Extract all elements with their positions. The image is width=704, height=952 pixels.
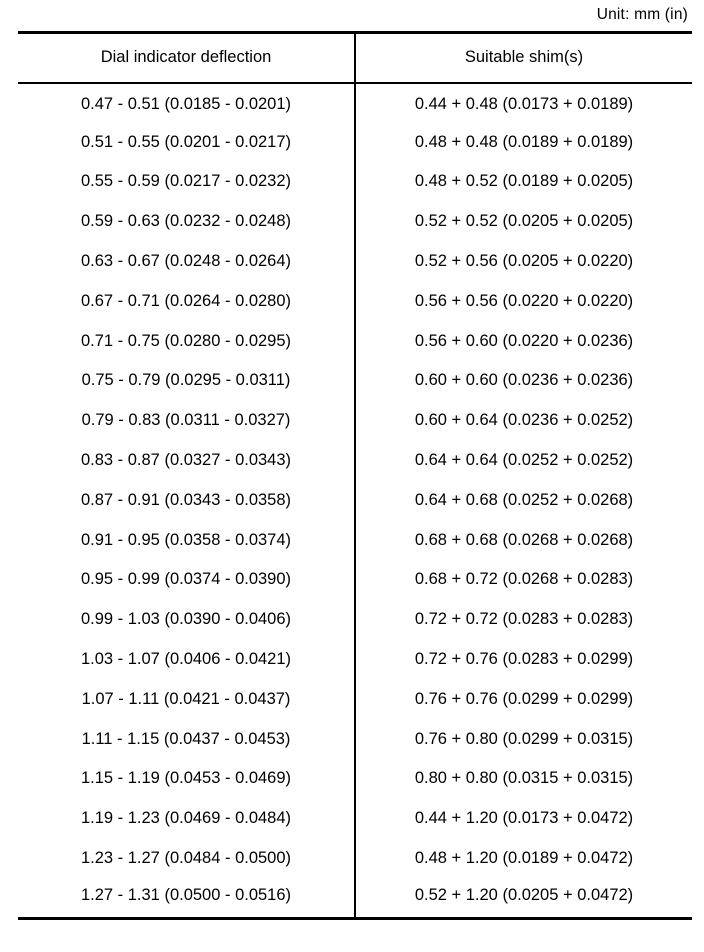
- table-row: [18, 759, 692, 799]
- shim-cell: 0.48 + 1.20 (0.0189 + 0.0472): [414, 849, 634, 868]
- deflection-cell: 0.83 - 0.87 (0.0327 - 0.0343): [18, 441, 355, 481]
- table-row: [18, 83, 692, 123]
- shim-cell: 0.80 + 0.80 (0.0315 + 0.0315): [414, 769, 634, 788]
- deflection-cell: 1.07 - 1.11 (0.0421 - 0.0437): [18, 679, 355, 719]
- shim-cell: 0.76 + 0.80 (0.0299 + 0.0315): [414, 729, 634, 748]
- shim-cell: 0.64 + 0.68 (0.0252 + 0.0268): [414, 490, 634, 509]
- deflection-cell: 1.23 - 1.27 (0.0484 - 0.0500): [18, 839, 355, 879]
- table-row: [18, 321, 692, 361]
- deflection-cell: 1.11 - 1.15 (0.0437 - 0.0453): [18, 719, 355, 759]
- shim-cell: 0.52 + 0.52 (0.0205 + 0.0205): [414, 212, 634, 231]
- table-body: [18, 83, 692, 919]
- table-row: [18, 441, 692, 481]
- deflection-cell: 0.87 - 0.91 (0.0343 - 0.0358): [18, 480, 355, 520]
- shim-cell: 0.72 + 0.72 (0.0283 + 0.0283): [414, 610, 634, 629]
- shim-cell: 0.76 + 0.76 (0.0299 + 0.0299): [414, 689, 634, 708]
- table-row: [18, 401, 692, 441]
- shim-cell: 0.56 + 0.56 (0.0220 + 0.0220): [414, 291, 634, 310]
- shim-cell: 0.68 + 0.68 (0.0268 + 0.0268): [414, 530, 634, 549]
- table-row: [18, 679, 692, 719]
- shim-cell: 0.44 + 1.20 (0.0173 + 0.0472): [414, 809, 634, 828]
- deflection-cell: 1.03 - 1.07 (0.0406 - 0.0421): [18, 640, 355, 680]
- deflection-cell: 1.15 - 1.19 (0.0453 - 0.0469): [18, 759, 355, 799]
- deflection-cell: 0.47 - 0.51 (0.0185 - 0.0201): [18, 83, 355, 123]
- shim-cell: 0.56 + 0.60 (0.0220 + 0.0236): [414, 331, 634, 350]
- table-row: [18, 480, 692, 520]
- shim-cell: 0.44 + 0.48 (0.0173 + 0.0189): [414, 95, 634, 114]
- table-row: [18, 122, 692, 162]
- deflection-cell: 0.75 - 0.79 (0.0295 - 0.0311): [18, 361, 355, 401]
- header-dial-indicator-deflection: Dial indicator deflection: [18, 33, 355, 83]
- shim-cell: 0.64 + 0.64 (0.0252 + 0.0252): [414, 451, 634, 470]
- deflection-cell: 0.79 - 0.83 (0.0311 - 0.0327): [18, 401, 355, 441]
- table-row: [18, 162, 692, 202]
- table-header-row: [18, 33, 692, 83]
- deflection-cell: 1.27 - 1.31 (0.0500 - 0.0516): [18, 878, 355, 918]
- deflection-cell: 0.91 - 0.95 (0.0358 - 0.0374): [18, 520, 355, 560]
- shim-cell: 0.52 + 0.56 (0.0205 + 0.0220): [414, 252, 634, 271]
- unit-label: Unit: mm (in): [596, 6, 688, 23]
- deflection-cell: 0.99 - 1.03 (0.0390 - 0.0406): [18, 600, 355, 640]
- deflection-cell: 0.55 - 0.59 (0.0217 - 0.0232): [18, 162, 355, 202]
- deflection-cell: 0.71 - 0.75 (0.0280 - 0.0295): [18, 321, 355, 361]
- shim-cell: 0.60 + 0.60 (0.0236 + 0.0236): [414, 371, 634, 390]
- table-row: [18, 600, 692, 640]
- shim-cell: 0.68 + 0.72 (0.0268 + 0.0283): [414, 570, 634, 589]
- shim-cell: 0.52 + 1.20 (0.0205 + 0.0472): [355, 878, 692, 918]
- table-row: [18, 242, 692, 282]
- header-suitable-shims: Suitable shim(s): [355, 33, 692, 83]
- table-row: [18, 719, 692, 759]
- table-row: [18, 640, 692, 680]
- deflection-cell: 0.67 - 0.71 (0.0264 - 0.0280): [18, 281, 355, 321]
- shim-cell: 0.60 + 0.64 (0.0236 + 0.0252): [414, 411, 634, 430]
- table-row: [18, 281, 692, 321]
- shim-cell: 0.72 + 0.76 (0.0283 + 0.0299): [414, 650, 634, 669]
- table-row: [18, 361, 692, 401]
- deflection-cell: 0.63 - 0.67 (0.0248 - 0.0264): [18, 242, 355, 282]
- table-row: [18, 520, 692, 560]
- table-row: [18, 839, 692, 879]
- table-row: [18, 878, 692, 918]
- table-row: [18, 799, 692, 839]
- shim-cell: 0.48 + 0.52 (0.0189 + 0.0205): [414, 172, 634, 191]
- deflection-cell: 0.59 - 0.63 (0.0232 - 0.0248): [18, 202, 355, 242]
- shim-selection-table: [18, 31, 692, 920]
- table-row: [18, 560, 692, 600]
- deflection-cell: 0.95 - 0.99 (0.0374 - 0.0390): [18, 560, 355, 600]
- shim-cell: 0.48 + 0.48 (0.0189 + 0.0189): [414, 132, 634, 151]
- deflection-cell: 1.19 - 1.23 (0.0469 - 0.0484): [18, 799, 355, 839]
- table-row: [18, 202, 692, 242]
- deflection-cell: 0.51 - 0.55 (0.0201 - 0.0217): [18, 122, 355, 162]
